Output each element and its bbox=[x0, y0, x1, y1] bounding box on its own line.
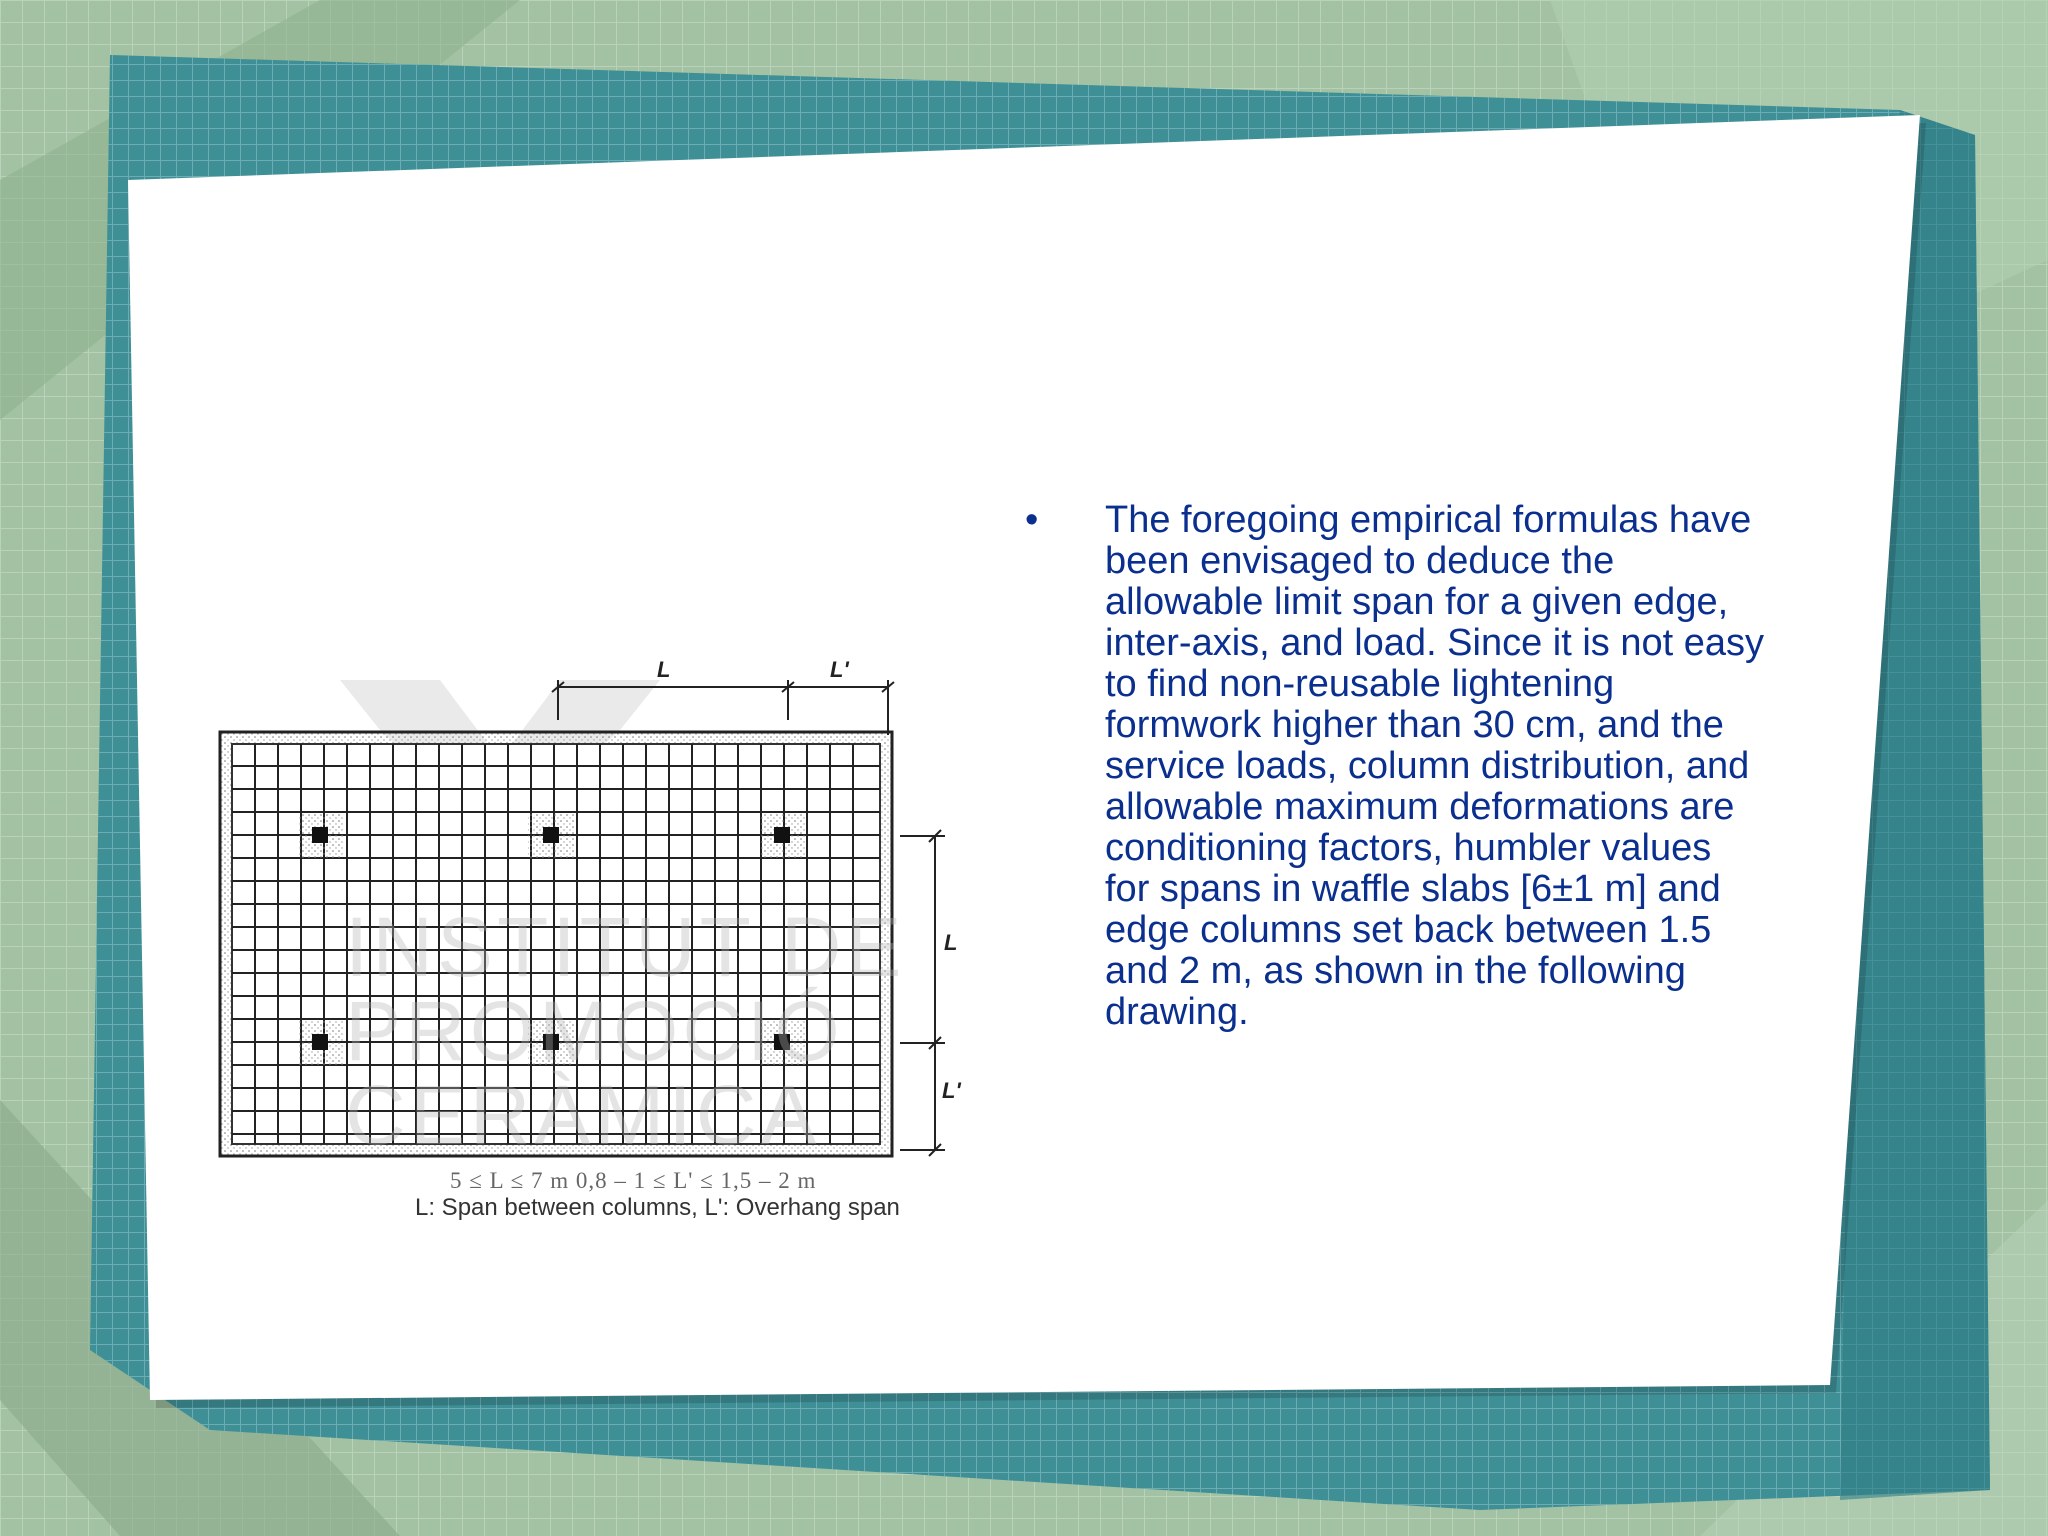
watermark-text bbox=[345, 900, 906, 1162]
dim-label-top-Lprime: L' bbox=[830, 657, 849, 682]
dim-label-right-L: L bbox=[944, 930, 958, 955]
span-range-caption: 5 ≤ L ≤ 7 m 0,8 – 1 ≤ L' ≤ 1,5 – 2 m bbox=[450, 1168, 817, 1193]
dim-label-right-Lprime: L' bbox=[942, 1078, 961, 1103]
watermark-line-2: PROMOCIÓ bbox=[345, 984, 844, 1078]
right-dimension bbox=[900, 830, 945, 1156]
dim-label-top-L: L bbox=[657, 657, 671, 682]
bullet-marker: • bbox=[1025, 499, 1039, 541]
bullet-text: The foregoing empirical formulas have been envisaged to deduce the allowable limit span for a given edge, inter-axis, and load. Since it is not easy to find non-reusable lightening formwork higher than 30 cm, and the service loads, column distribution, and allowable maximum deformations are conditioning factors, humbler values for spans in waffle slabs [6±1 m] and edge columns set back between 1.5 and 2 m, as shown in the following drawing. bbox=[1105, 499, 1765, 1033]
bullet-item bbox=[1025, 500, 1765, 1033]
watermark-line-1: INSTITUT DE bbox=[345, 900, 906, 994]
watermark-line-3: CERÀMICA bbox=[345, 1068, 821, 1162]
span-legend-caption: L: Span between columns, L': Overhang span bbox=[415, 1194, 900, 1221]
